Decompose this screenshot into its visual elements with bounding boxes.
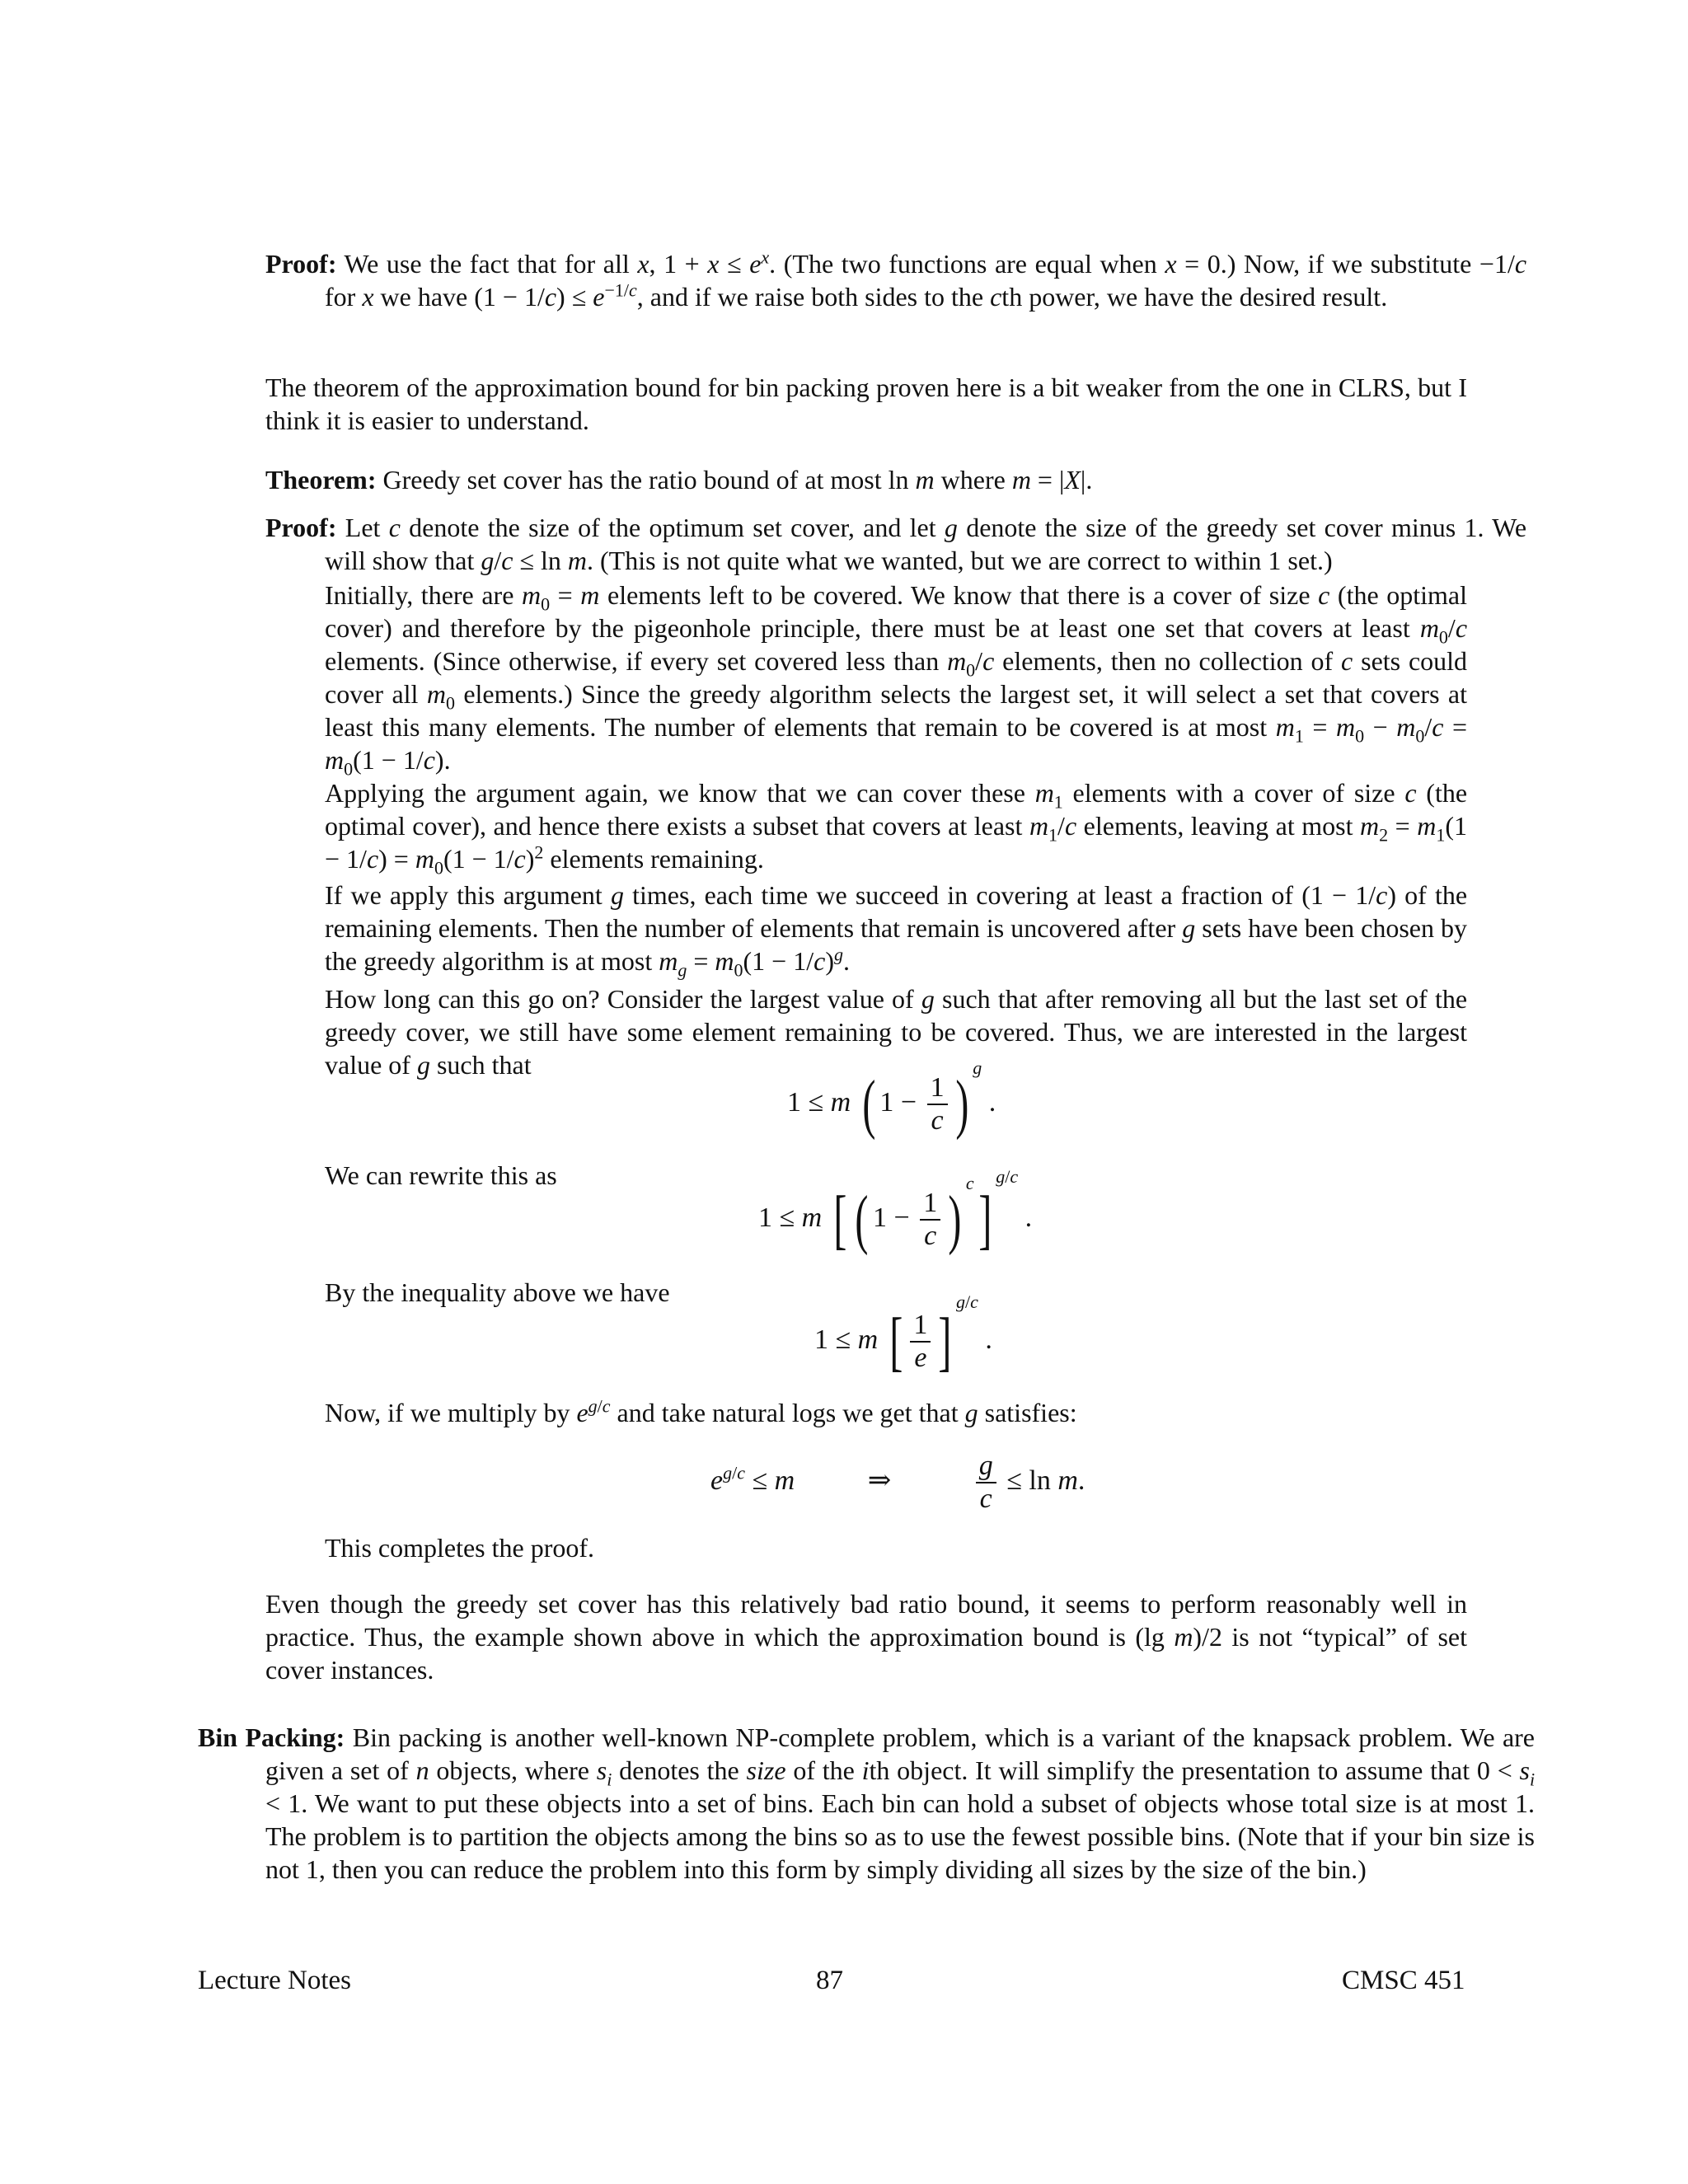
equation-3: 1 ≤ m [ $\frac{1}{e}$ ]$^{g/c}$ . [814, 1291, 992, 1378]
proof-paragraph-repeat: If we apply this argument g times, each time we succeed in covering at least a fraction of (1 − 1/c) of the remaining elements. Then the number of elements that remain is uncovered after g sets have been chosen by the greedy algorithm is at most $m_g = m_0(1 - 1/c)^g$. [325, 880, 1468, 981]
theorem-intro-paragraph: The theorem of the approximation bound for bin packing proven here is a bit weaker from the one in CLRS, but I think it is easier to understand. [265, 373, 1468, 435]
footer-right: CMSC 451 [1342, 1966, 1465, 1995]
logs-text: Now, if we multiply by $e^{g/c}$ and take natural logs we get that g satisfies: [325, 1395, 1077, 1427]
proof-label: Proof: [265, 249, 337, 279]
bin-packing-paragraph: Bin Packing: Bin packing is another well-known NP-complete problem, which is a variant of the knapsack problem. We are given a set of n objects, where $s_i$ denotes the size of the ith object. It will simplify the presentation to assume that $0 < s_i < 1$. We want to put these objects into a set of bins. Each bin can hold a subset of objects whose total size is at most 1. The problem is to partition the objects among the bins so as to use the fewest possible bins. (Note that if your bin size is not 1, then you can reduce the problem into this form by simply dividing all sizes by the size of the bin.) [198, 1722, 1536, 1884]
theorem: Theorem: Greedy set cover has the ratio bound of at most ln m where m = |X|. [265, 465, 1093, 494]
greedy-performance-paragraph: Even though the greedy set cover has this relatively bad ratio bound, it seems to perform reasonably well in practice. Thus, the example shown above in which the approximation bound is (lg m)/2 is not “typical” of set cover instances. [265, 1589, 1467, 1685]
page-number: 87 [816, 1966, 843, 1995]
proof-main: Proof: Let c denote the size of the optimum set cover, and let g denote the size of the greedy set cover minus 1. We will show that g/c ≤ ln m. (This is not quite what we wanted, but we are correct to within 1 set.) [265, 513, 1527, 575]
ineq-text: By the inequality above we have [325, 1277, 670, 1307]
equation-1: 1 ≤ m ( 1 − $\frac{1}{c}$ )$^g$ . [787, 1057, 996, 1141]
proof-lemma: Proof: We use the fact that for all x, $1 + x \le e^x$. (The two functions are equal when x = 0.) Now, if we substitute −1/c for x we have $(1 - 1/c) \le e^{-1/c}$, and if we raise both sides to the cth power, we have the desired result. [265, 246, 1527, 312]
bin-packing-label: Bin Packing: [198, 1722, 345, 1752]
footer-left: Lecture Notes [198, 1966, 351, 1995]
rewrite-text: We can rewrite this as [325, 1160, 557, 1190]
proof-paragraph-howlong: How long can this go on? Consider the largest value of g such that after removing all but the last set of the greedy cover, we still have some element remaining to be covered. Thus, we are interested in the largest value of g such that [325, 984, 1468, 1080]
equation-4: $e^{g/c} \le m$ ⇒ $\frac{g}{c}$ ≤ ln m. [710, 1451, 1085, 1514]
proof-paragraph-applying: Applying the argument again, we know that we can cover these $m_1$ elements with a cover of size c (the optimal cover), and hence there exists a subset that covers at least $m_1/c$ elements, leaving at most $m_2 = m_1(1 - 1/c) = m_0(1 - 1/c)^2$ elements remaining. [325, 778, 1468, 879]
proof-label: Proof: [265, 513, 337, 542]
theorem-label: Theorem: [265, 465, 377, 494]
equation-2: 1 ≤ m [ ( 1 − $\frac{1}{c}$ )$^c$]$^{g/c}$ . [758, 1166, 1033, 1256]
proof-paragraph-initial: Initially, there are $m_0 = m$ elements left to be covered. We know that there is a cover of size c (the optimal cover) and therefore by the pigeonhole principle, there must be at least one set that covers at least $m_0/c$ elements. (Since otherwise, if every set covered less than $m_0/c$ elements, then no collection of c sets could cover all $m_0$ elements.) Since the greedy algorithm selects the largest set, it will select a set that covers at least this many elements. The number of elements that remain to be covered is at most $m_1 = m_0 - m_0/c = m_0(1 - 1/c)$. [325, 580, 1468, 780]
complete-text: This completes the proof. [325, 1533, 595, 1563]
